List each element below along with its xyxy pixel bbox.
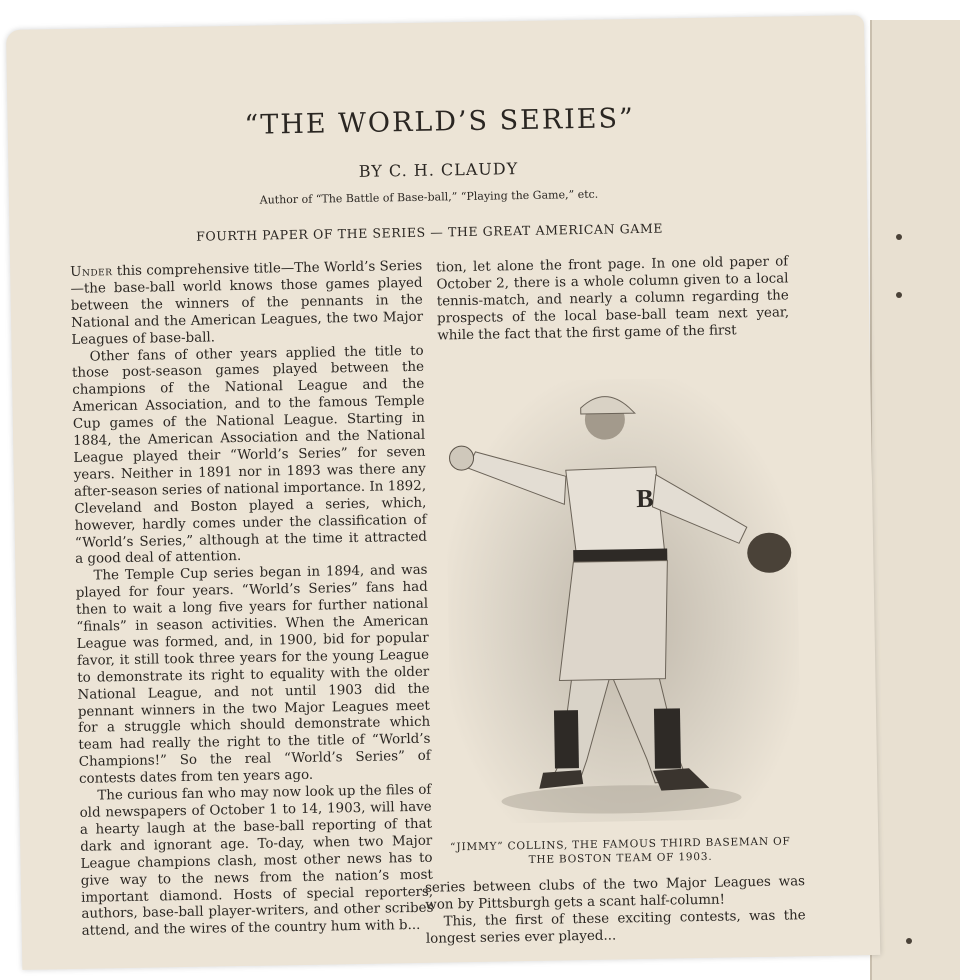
player-photo [444,376,802,824]
binding-hole [896,234,902,240]
byline: BY C. H. CLAUDY [358,159,519,181]
author-note: Author of “The Battle of Base-ball,” “Playing the Game,” etc. [259,187,599,207]
photo-caption: “JIMMY” COLLINS, THE FAMOUS THIRD BASEMAN OF THE BOSTON TEAM OF 1903. [449,835,791,867]
binding-hole [906,938,912,944]
paragraph: tion, let alone the front page. In one old paper of October 2, there is a whole column given to a local tennis-match, and nearly a column regarding the prospects of the local base-ball team next year, while the fact that the first game of the first [436,254,790,344]
right-column-top [436,254,789,345]
facing-page [870,20,960,980]
lead-word: Under [70,264,113,280]
paragraph: This, the first of these exciting contests, was the longest series ever played... [425,907,806,947]
paragraph: Other fans of other years applied the title to those post-season games played between the champions of the National League and the American Association, and to the famous Temple Cup games of the National League. Starting in 1884, the American Association and the National League played their “World’s Series” for seven years. Neither in 1891 nor in 1893 was there any after-season series of national importance. In 1892, Cleveland and Boston played a series, which, however, hardly comes under the classification of “World’s Series,” although at the time it attracted a good deal of attention. [71,343,428,568]
series-subtitle: FOURTH PAPER OF THE SERIES — THE GREAT AMERICAN GAME [196,220,664,244]
article-title: “THE WORLD’S SERIES” [244,103,636,141]
right-column-bottom [425,874,806,948]
paragraph: The Temple Cup series began in 1894, and was played for four years. “World’s Series” fans had then to wait a long five years for further national “finals” in season activities. When the American League was formed, and, in 1900, bid for popular favor, it still took three years for the young League to demonstrate its right to equality with the older National League, and not until 1903 did the pennant winners in the two Major Leagues meet for a struggle which should demonstrate which team had really the right to the title of “World’s Champions!” So the real “World’s Series” of contests dates from ten years ago. [75,563,431,788]
left-column [70,259,434,941]
magazine-page [6,15,880,970]
uniform-letter: B [636,483,654,514]
paragraph: series between clubs of the two Major Leagues was won by Pittsburgh gets a scant half-column! [424,874,806,913]
paragraph: Under this comprehensive title—The World’s Series—the base-ball world knows those games played between the winners of the pennants in the National and the American Leagues, the two Major Leagues of base-ball. [70,258,424,348]
paragraph: The curious fan who may now look up the files of old newspapers of October 1 to 14, 1903, will have a hearty laugh at the base-ball reporting of that dark and ignorant age. To-day, when two Major League champions clash, most other news has to give way to the news from the nation’s most important diamond. Hosts of special reporters, authors, base-ball player-writers, and other scribes attend, and the wires of the country hum with b... [79,782,434,940]
baseball-player-illustration [444,376,802,824]
binding-hole [896,292,902,298]
